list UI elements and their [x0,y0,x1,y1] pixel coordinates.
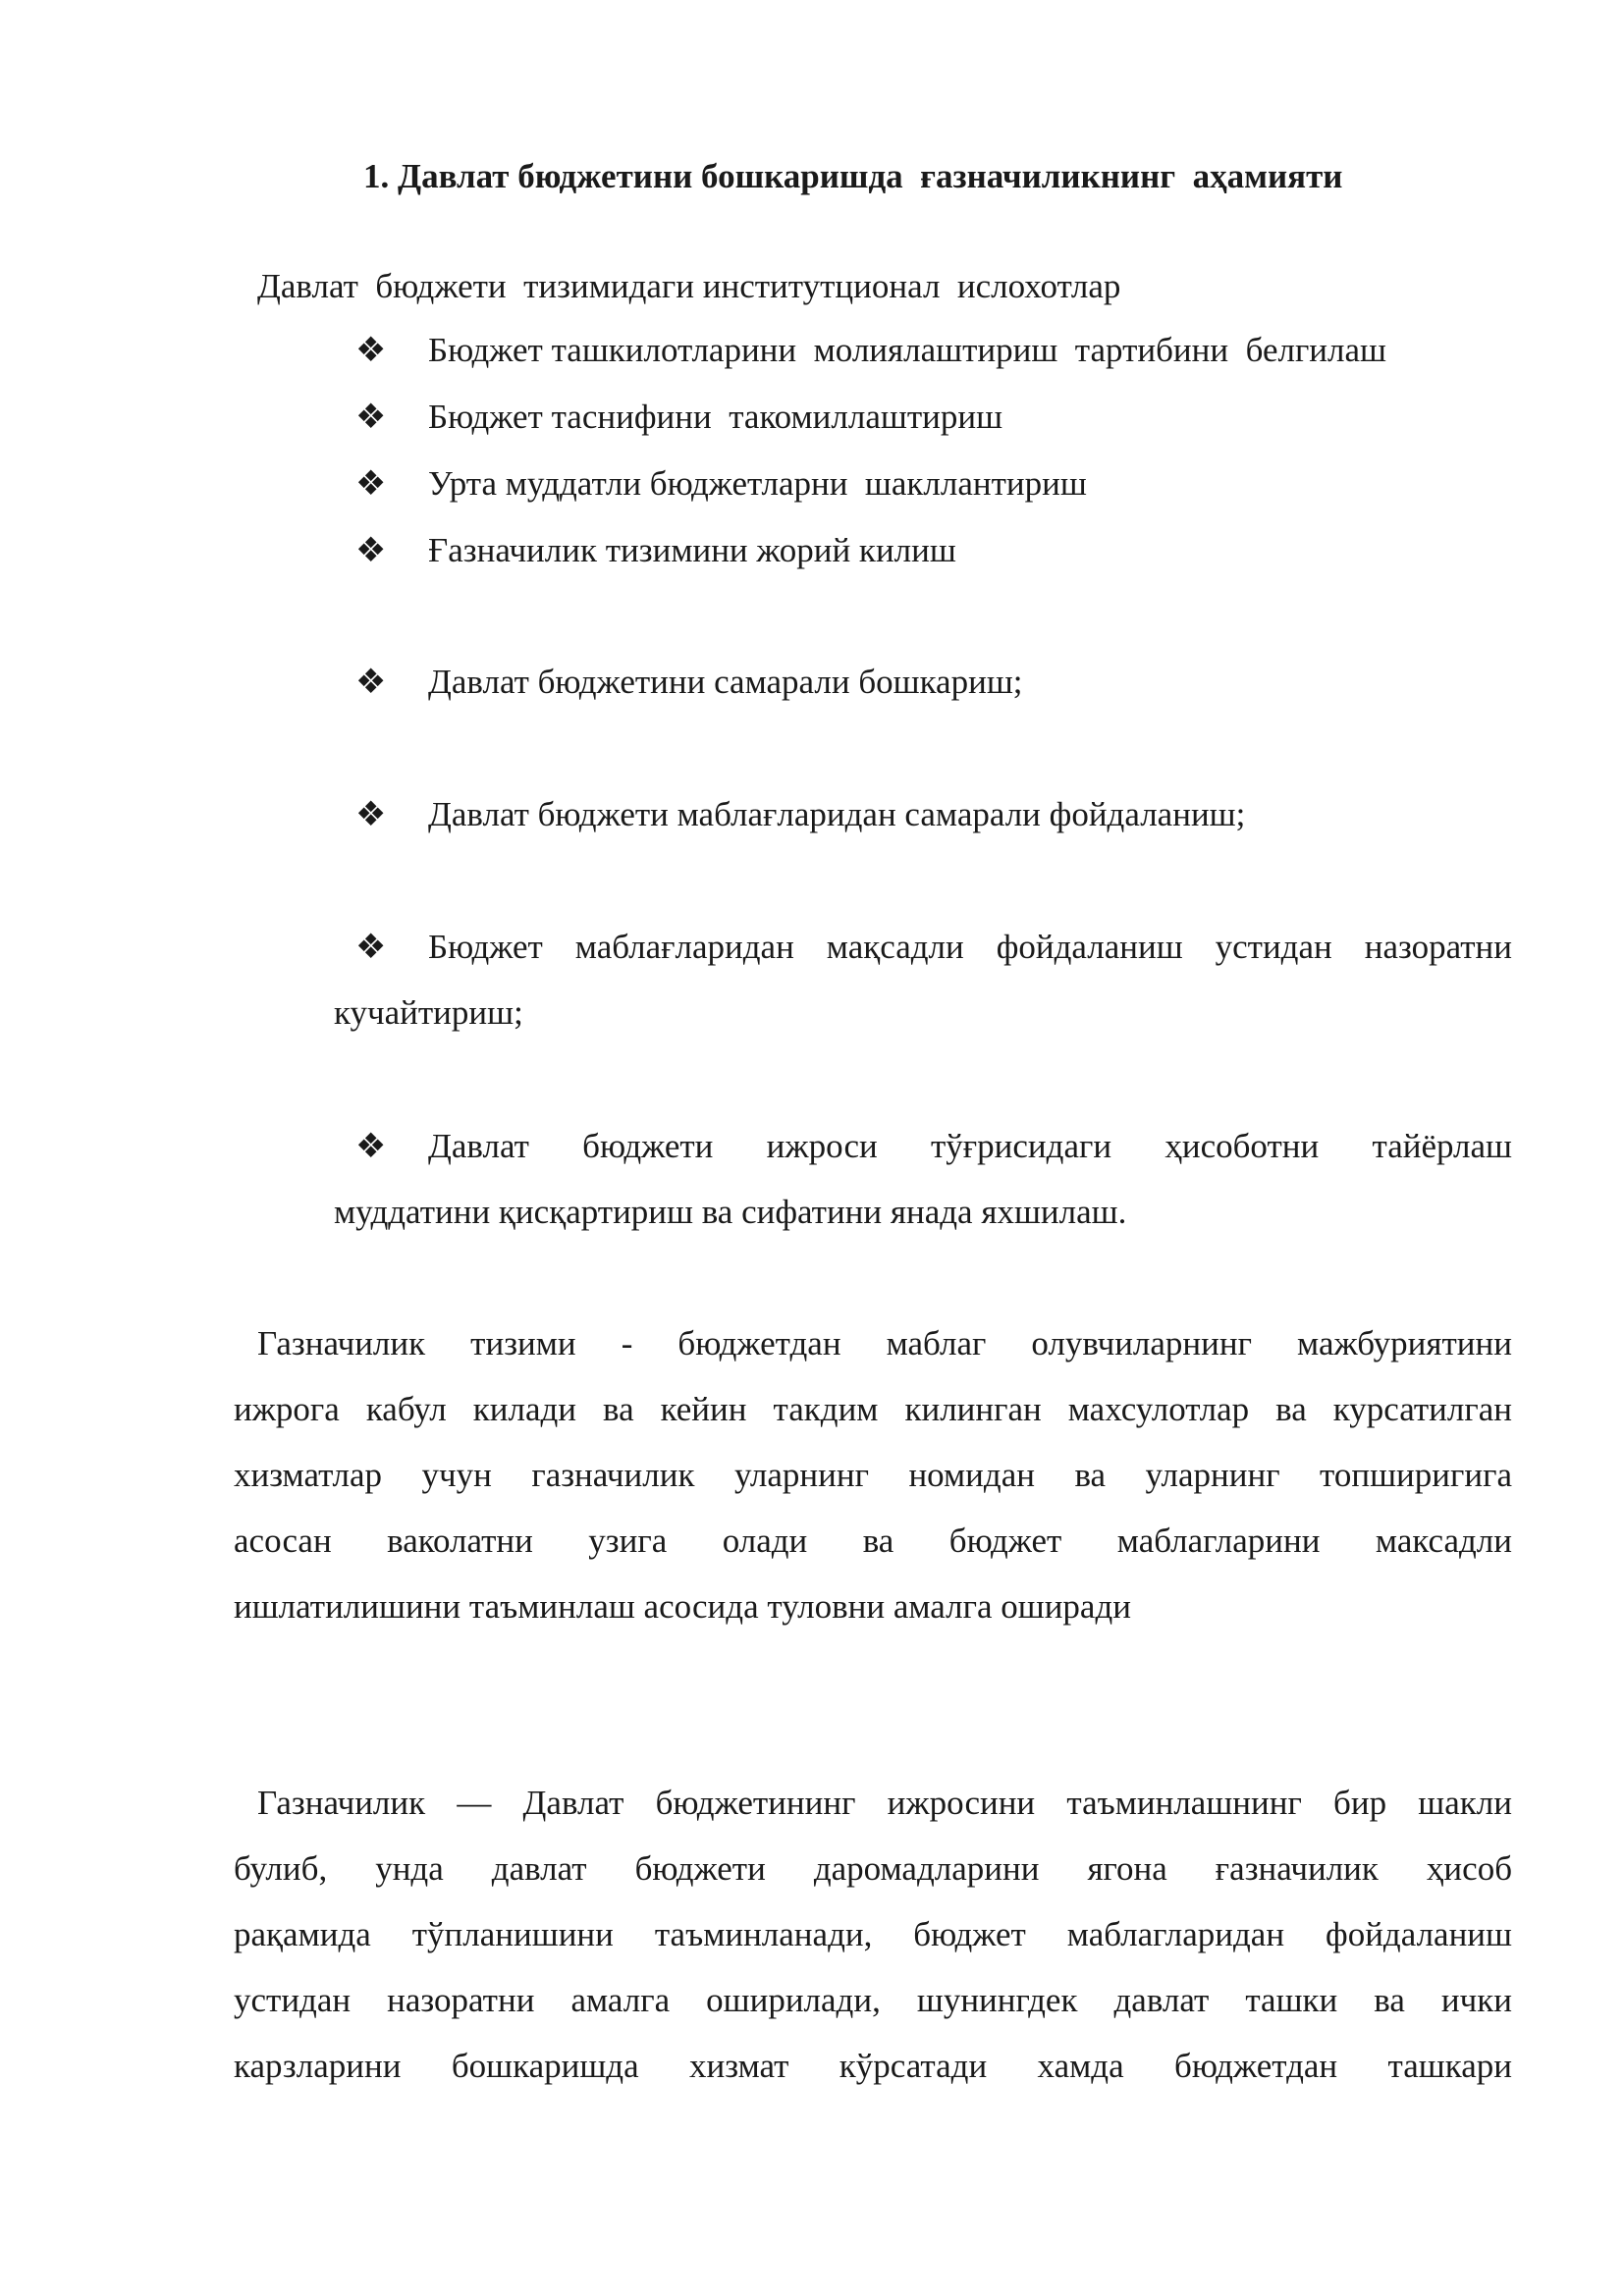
paragraph-line: Газначилик — Давлат бюджетининг ижросини таъминлашнинг бир шакли [257,1784,1512,1822]
bullet-diamond-icon: ❖ [355,331,387,369]
bullet-diamond-icon: ❖ [355,398,387,436]
paragraph-line: карзларини бошкаришда хизмат кўрсатади хамда бюджетдан ташкари [234,2047,1512,2085]
list-item: Давлат бюджетини самарали бошкариш; [428,663,1023,701]
paragraph-line: рақамида тўпланишини таъминланади, бюджет маблагларидан фойдаланиш [234,1915,1512,1953]
list-item: Бюджет таснифини такомиллаштириш [428,398,1003,436]
list-item: Давлат бюджети ижроси тўғрисидаги ҳисоботни тайёрлаш [428,1127,1512,1165]
bullet-diamond-icon: ❖ [355,928,387,966]
section-heading: 1. Давлат бюджетини бошкаришда ғазначиликнинг аҳамияти [363,157,1343,195]
list-item: Бюджет маблағларидан мақсадли фойдаланиш устидан назоратни [428,928,1512,966]
paragraph-line: устидан назоратни амалга оширилади, шунингдек давлат ташки ва ички [234,1981,1512,2019]
bullet-diamond-icon: ❖ [355,663,387,701]
bullet-diamond-icon: ❖ [355,531,387,569]
subheading: Давлат бюджети тизимидаги институтционал ислохотлар [257,267,1121,305]
bullet-diamond-icon: ❖ [355,464,387,503]
list-item: Давлат бюджети маблағларидан самарали фойдаланиш; [428,795,1246,833]
bullet-diamond-icon: ❖ [355,795,387,833]
list-item: Ғазначилик тизимини жорий килиш [428,531,956,569]
paragraph-line: асосан ваколатни узига олади ва бюджет маблагларини максадли [234,1522,1512,1560]
paragraph-line: Газначилик тизими - бюджетдан маблаг олувчиларнинг мажбуриятини [257,1324,1512,1362]
bullet-diamond-icon: ❖ [355,1127,387,1165]
paragraph-line: хизматлар учун газначилик уларнинг номидан ва уларнинг топширигига [234,1456,1512,1494]
list-item: Бюджет ташкилотларини молиялаштириш тартибини белгилаш [428,331,1386,369]
paragraph-line: булиб, унда давлат бюджети даромадларини ягона ғазначилик ҳисоб [234,1849,1512,1888]
list-item-continuation: кучайтириш; [334,993,523,1032]
paragraph-line: ишлатилишини таъминлаш асосида туловни амалга оширади [234,1587,1131,1626]
list-item: Урта муддатли бюджетларни шакллантириш [428,464,1087,503]
paragraph-line: ижрога кабул килади ва кейин такдим килинган махсулотлар ва курсатилган [234,1390,1512,1428]
list-item-continuation: муддатини қисқартириш ва сифатини янада яхшилаш. [334,1193,1127,1231]
